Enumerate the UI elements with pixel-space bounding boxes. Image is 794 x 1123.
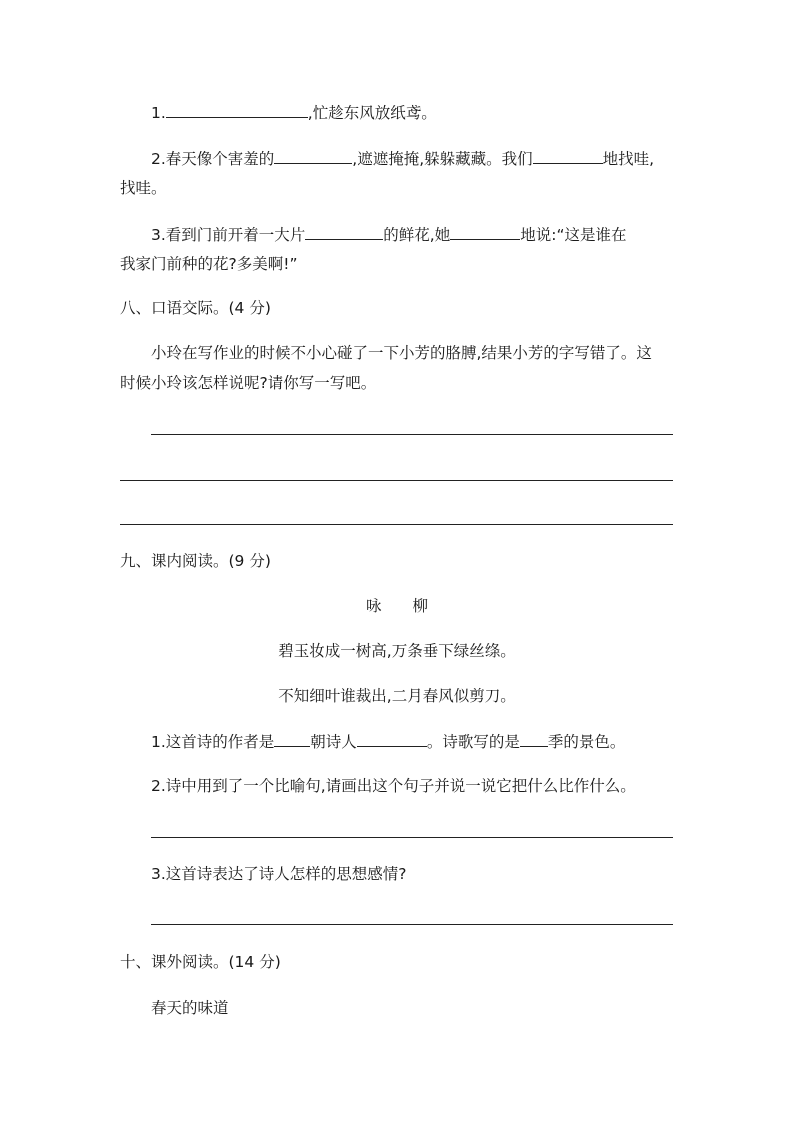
answer-blank[interactable] [533,148,603,164]
answer-blank[interactable] [305,224,383,240]
poem-title: 咏 柳 [365,597,428,615]
q-text: 2.春天像个害羞的 [151,150,275,168]
answer-blank[interactable] [166,102,308,118]
q-text: 1.这首诗的作者是 [151,733,275,751]
q-text: 季的景色。 [547,733,626,751]
s9-question-2: 2.诗中用到了一个比喻句,请画出这个句子并说一说它把什么比作什么。 [151,777,636,795]
s7-question-2-cont: 找哇。 [120,179,167,197]
section-10-heading: 十、课外阅读。(14 分) [120,953,281,971]
s9-question-3: 3.这首诗表达了诗人怎样的思想感情? [151,865,407,883]
answer-line[interactable] [120,480,673,481]
poem-line-2: 不知细叶谁裁出,二月春风似剪刀。 [278,687,516,705]
answer-line[interactable] [120,524,673,525]
q-text: 3.看到门前开着一大片 [151,226,306,244]
q-text: 。诗歌写的是 [426,733,520,751]
passage-title: 春天的味道 [151,999,229,1017]
section-8-heading: 八、口语交际。(4 分) [120,299,271,317]
s7-question-2 [151,148,654,169]
answer-blank[interactable] [274,148,352,164]
answer-line[interactable] [151,434,673,435]
s7-question-3-cont: 我家门前种的花?多美啊!” [120,255,298,273]
q-text: 地说:“这是谁在 [520,226,627,244]
answer-blank[interactable] [274,731,310,747]
answer-blank[interactable] [450,224,520,240]
q-text: 朝诗人 [310,733,357,751]
s8-prompt-line-1: 小玲在写作业的时候不小心碰了一下小芳的胳膊,结果小芳的字写错了。这 [151,344,652,362]
answer-blank[interactable] [520,731,548,747]
q-number: 1. [151,104,166,122]
q-text: ,忙趁东风放纸鸢。 [307,104,437,122]
s8-prompt-line-2: 时候小玲该怎样说呢?请你写一写吧。 [120,374,377,392]
s7-question-3 [151,224,627,245]
answer-blank[interactable] [357,731,427,747]
poem-line-1: 碧玉妆成一树高,万条垂下绿丝绦。 [278,642,516,660]
q-text: ,遮遮掩掩,躲躲藏藏。我们 [352,150,533,168]
answer-line[interactable] [151,837,673,838]
q-text: 地找哇, [602,150,655,168]
s7-question-1 [151,102,437,123]
s9-question-1 [151,731,625,752]
section-9-heading: 九、课内阅读。(9 分) [120,552,271,570]
q-text: 的鲜花,她 [383,226,451,244]
answer-line[interactable] [151,924,673,925]
